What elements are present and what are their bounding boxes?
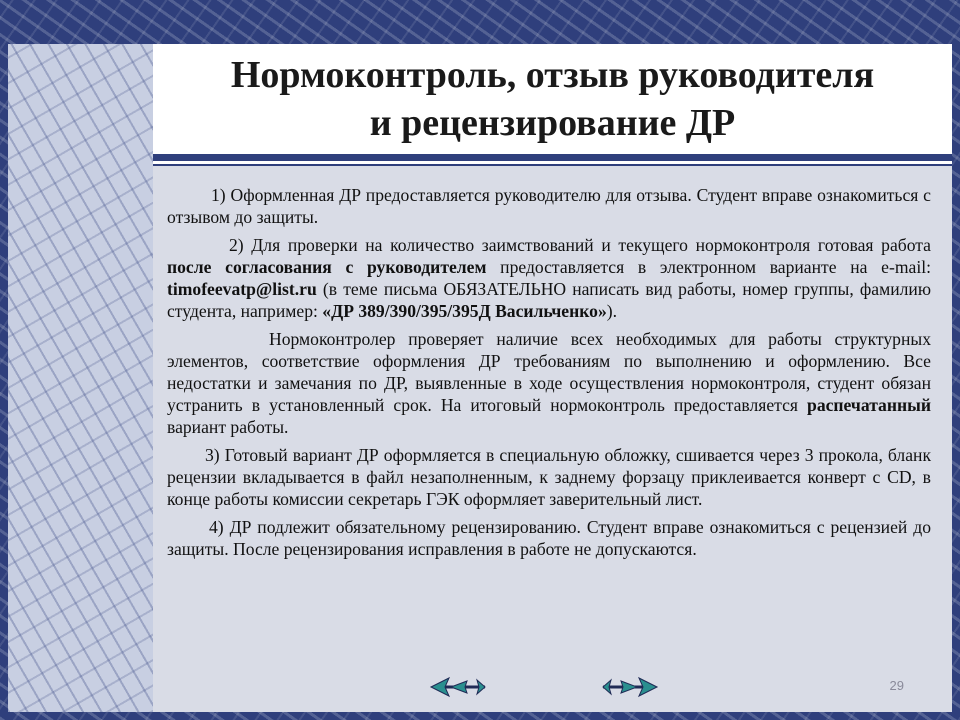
arrow-left-icon bbox=[427, 674, 489, 700]
page-number: 29 bbox=[889, 678, 904, 693]
paragraph-3-text: Нормоконтролер проверяет наличие всех необходимых для работы структурных элементов, соответствие оформления ДР требованиям по выполнению и оформлению. Все недостатки и замечания по ДР, выявленные в ходе осуществления нормоконтроля, студент обязан устранить в установленный срок. На итоговый нормоконтроль предоставляется bbox=[167, 329, 931, 415]
paragraph-1: 1) Оформленная ДР предоставляется руководителю для отзыва. Студент вправе ознакомиться с отзывом до защиты. bbox=[167, 185, 931, 227]
paragraph-2-text-2: предоставляется в электронном варианте на e-mail: bbox=[486, 257, 931, 277]
arrow-right-icon bbox=[599, 674, 661, 700]
paragraph-2 bbox=[167, 234, 931, 322]
back-button[interactable] bbox=[427, 674, 489, 700]
body-text bbox=[167, 184, 931, 566]
email-address: timofeevatp@list.ru bbox=[167, 279, 317, 299]
paragraph-4: 3) Готовый вариант ДР оформляется в специальную обложку, сшивается через 3 прокола, бланк рецензии вкладывается в файл незаполненным, к заднему форзацу приклеивается конверт с CD, в конце работы комиссии секретарь ГЭК оформляет заверительный лист. bbox=[167, 445, 931, 509]
slide-title bbox=[231, 51, 874, 147]
paragraph-2-text: 2) Для проверки на количество заимствований и текущего нормоконтроля готовая работа bbox=[229, 235, 931, 255]
paragraph-2-text-3: (в теме письма ОБЯЗАТЕЛЬНО написать вид работы, номер группы, фамилию студента, например: bbox=[167, 279, 931, 321]
paragraph-3-bold-printed: распечатанный bbox=[807, 395, 931, 415]
paragraph-2-bold-approval: после согласования с руководителем bbox=[167, 257, 487, 277]
title-line-1: Нормоконтроль, отзыв руководителя bbox=[230, 54, 875, 96]
forward-button[interactable] bbox=[599, 674, 661, 700]
content-area bbox=[153, 166, 952, 712]
paragraph-2-end: ). bbox=[606, 301, 618, 321]
paragraph-2-example: «ДР 389/390/395/395Д Васильченко» bbox=[322, 301, 607, 321]
title-area bbox=[153, 44, 952, 154]
paragraph-3-end: вариант работы. bbox=[167, 417, 289, 437]
paragraph-5: 4) ДР подлежит обязательному рецензированию. Студент вправе ознакомиться с рецензией до защиты. После рецензирования исправления в работе не допускаются. bbox=[167, 517, 931, 559]
title-line-2: и рецензирование ДР bbox=[369, 102, 736, 144]
decorative-side-panel bbox=[8, 44, 153, 712]
title-divider-thick bbox=[153, 154, 952, 161]
paragraph-3 bbox=[167, 328, 931, 438]
